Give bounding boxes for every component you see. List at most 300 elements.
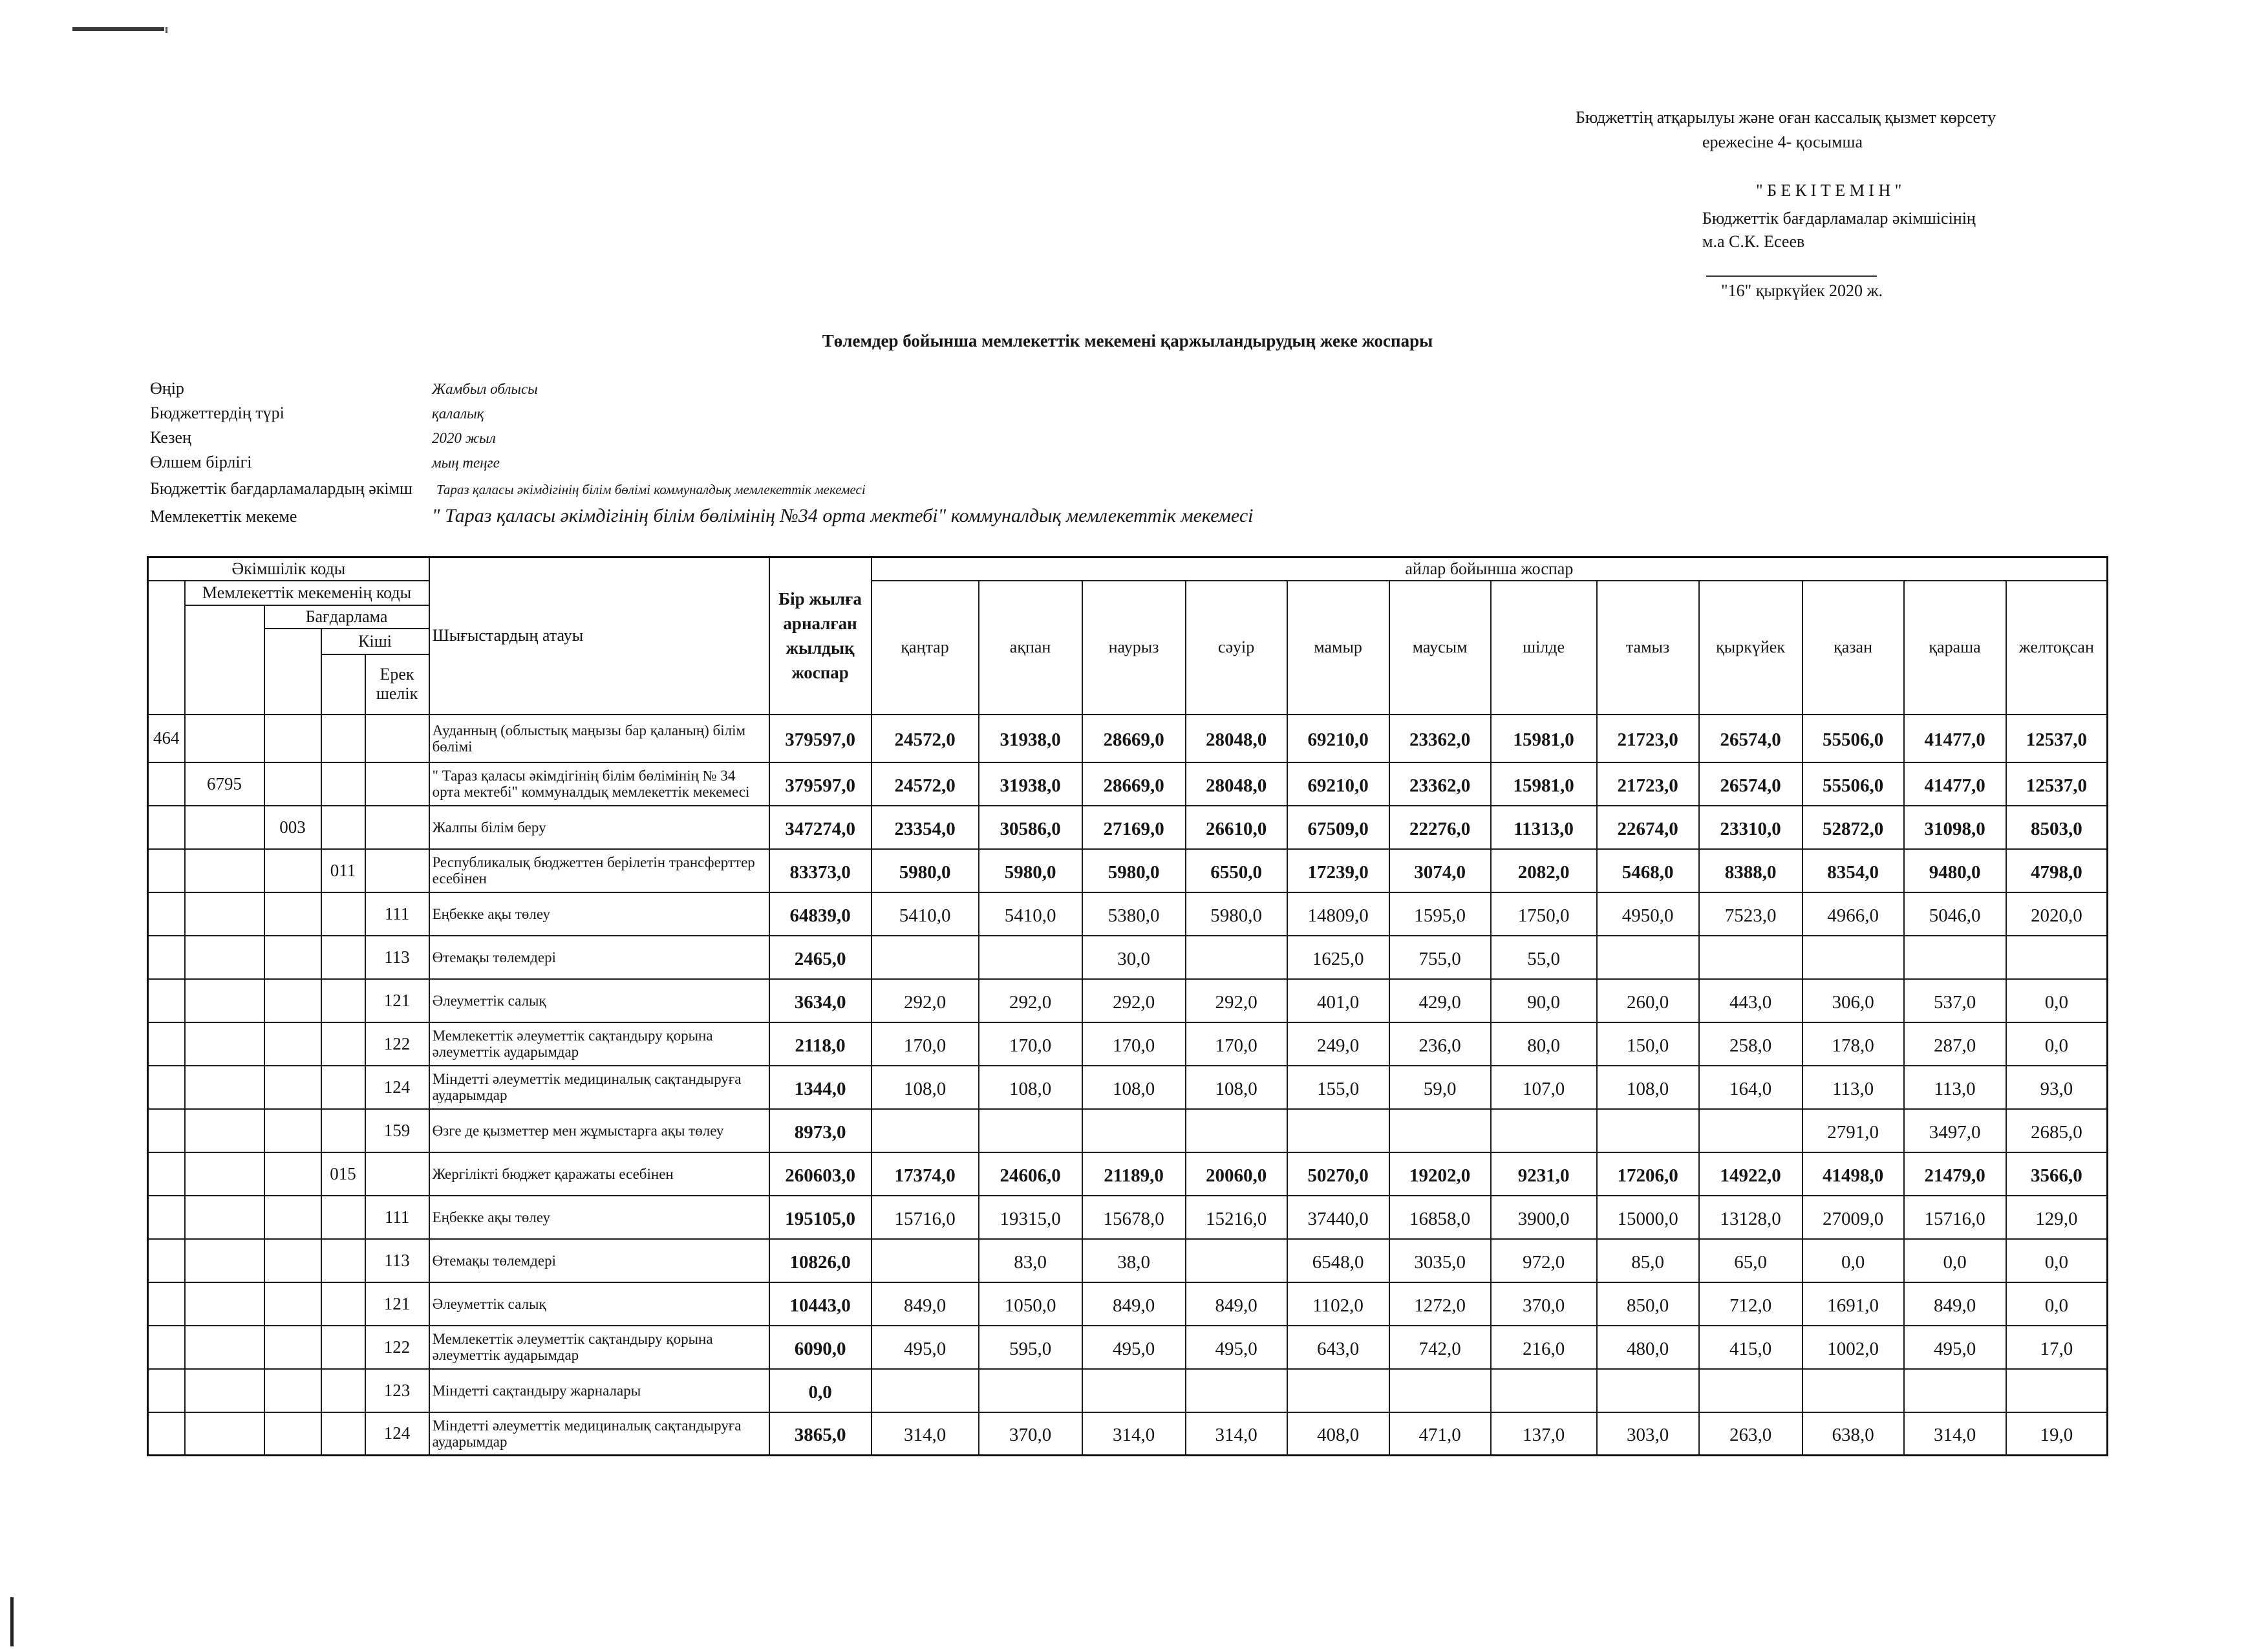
specific-code-cell: 121 [365, 979, 429, 1022]
specific-code-cell [365, 1152, 429, 1196]
month-value-cell: 28669,0 [1082, 715, 1186, 762]
info-row-program-administrator [150, 477, 866, 504]
institution-code-header: Мемлекеттік мекеменің коды [185, 581, 429, 605]
month-value-cell: 2082,0 [1491, 849, 1597, 892]
header-blank-cell [148, 581, 185, 715]
month-value-cell: 23310,0 [1699, 806, 1803, 849]
month-value-cell [1287, 1109, 1389, 1152]
month-value-cell: 41477,0 [1904, 762, 2006, 806]
month-value-cell: 292,0 [872, 979, 979, 1022]
expense-name-cell [429, 1109, 769, 1152]
month-value-cell: 314,0 [1904, 1412, 2006, 1456]
info-row-budget-type [150, 402, 484, 429]
table-row [148, 936, 2108, 979]
table-row [148, 1326, 2108, 1369]
specific-code-cell: 124 [365, 1412, 429, 1456]
month-value-cell: 22276,0 [1389, 806, 1491, 849]
month-header-september: қыркүйек [1699, 581, 1803, 715]
admin-code-cell [148, 1022, 185, 1066]
expense-name-cell [429, 1066, 769, 1109]
month-value-cell: 972,0 [1491, 1239, 1597, 1282]
appendix-note-line1: Бюджеттің атқарылуы және оған кассалық қызмет көрсету [1576, 108, 1996, 127]
month-value-cell: 12537,0 [2006, 762, 2108, 806]
expense-name-cell [429, 1326, 769, 1369]
table-row [148, 1369, 2108, 1412]
program-code-cell [264, 1412, 321, 1456]
month-value-cell: 21479,0 [1904, 1152, 2006, 1196]
month-value-cell: 16858,0 [1389, 1196, 1491, 1239]
month-header-february: ақпан [979, 581, 1082, 715]
expense-name-text: Мемлекеттік әлеуметтік сақтандыру қорына әлеуметтік аударымдар [432, 1331, 713, 1363]
admin-code-cell [148, 979, 185, 1022]
subprogram-code-cell: 011 [321, 849, 365, 892]
info-value: мың теңге [432, 455, 500, 471]
month-value-cell: 24572,0 [872, 762, 979, 806]
expense-name-cell [429, 762, 769, 806]
program-code-cell [264, 892, 321, 936]
info-value: " Тараз қаласы әкімдігінің білім бөлімінің №34 орта мектебі" коммуналдық мемлекеттік мекемесі [432, 505, 1254, 526]
month-value-cell [872, 936, 979, 979]
subprogram-code-cell [321, 1282, 365, 1326]
month-value-cell: 495,0 [1082, 1326, 1186, 1369]
month-value-cell: 3035,0 [1389, 1239, 1491, 1282]
month-header-october: қазан [1803, 581, 1904, 715]
table-body [148, 715, 2108, 1456]
month-value-cell: 0,0 [2006, 1022, 2108, 1066]
institution-code-cell [185, 1412, 264, 1456]
month-value-cell: 170,0 [979, 1022, 1082, 1066]
month-value-cell [1389, 1369, 1491, 1412]
month-value-cell: 107,0 [1491, 1066, 1597, 1109]
header-blank-cell [321, 654, 365, 715]
month-value-cell: 178,0 [1803, 1022, 1904, 1066]
month-value-cell: 93,0 [2006, 1066, 2108, 1109]
month-value-cell: 17,0 [2006, 1326, 2108, 1369]
annual-plan-header: Бір жылға арналған жылдық жоспар [769, 557, 872, 715]
month-value-cell [1491, 1109, 1597, 1152]
month-value-cell: 12537,0 [2006, 715, 2108, 762]
admin-code-cell [148, 849, 185, 892]
month-value-cell: 370,0 [1491, 1282, 1597, 1326]
month-value-cell: 20060,0 [1186, 1152, 1287, 1196]
month-header-april: сәуір [1186, 581, 1287, 715]
month-value-cell: 9480,0 [1904, 849, 2006, 892]
institution-code-cell [185, 936, 264, 979]
month-value-cell: 216,0 [1491, 1326, 1597, 1369]
month-value-cell: 471,0 [1389, 1412, 1491, 1456]
month-value-cell: 55506,0 [1803, 762, 1904, 806]
program-code-cell [264, 1282, 321, 1326]
expense-name-cell [429, 1239, 769, 1282]
expense-name-text: Өтемақы төлемдері [432, 1252, 557, 1269]
annual-plan-cell: 347274,0 [769, 806, 872, 849]
appendix-note-line2: ережесіне 4- қосымша [1702, 133, 1863, 151]
table-row [148, 1066, 2108, 1109]
expense-name-text: " Тараз қаласы әкімдігінің білім бөлімінің № 34 орта мектебі" коммуналдық мемлекеттік мекемесі [432, 768, 750, 800]
document-title: Төлемдер бойынша мемлекеттік мекемені қаржыландырудың жеке жоспары [822, 331, 1433, 350]
subprogram-code-cell [321, 1022, 365, 1066]
month-value-cell: 15981,0 [1491, 715, 1597, 762]
table-row [148, 806, 2108, 849]
institution-code-cell [185, 1239, 264, 1282]
month-value-cell: 170,0 [872, 1022, 979, 1066]
table-row [148, 892, 2108, 936]
month-value-cell: 28669,0 [1082, 762, 1186, 806]
program-code-cell [264, 1066, 321, 1109]
month-value-cell [1186, 1239, 1287, 1282]
month-value-cell: 69210,0 [1287, 715, 1389, 762]
institution-code-cell [185, 1196, 264, 1239]
expense-name-cell [429, 1369, 769, 1412]
month-value-cell [1904, 936, 2006, 979]
specific-code-cell: 111 [365, 892, 429, 936]
info-row-period [150, 426, 496, 453]
month-value-cell [1082, 1109, 1186, 1152]
month-value-cell: 495,0 [1186, 1326, 1287, 1369]
month-value-cell [872, 1369, 979, 1412]
annual-plan-cell: 2465,0 [769, 936, 872, 979]
specific-code-cell [365, 715, 429, 762]
month-value-cell: 443,0 [1699, 979, 1803, 1022]
month-value-cell: 14809,0 [1287, 892, 1389, 936]
institution-code-cell [185, 1282, 264, 1326]
month-value-cell: 1595,0 [1389, 892, 1491, 936]
month-value-cell [979, 1109, 1082, 1152]
month-value-cell: 537,0 [1904, 979, 2006, 1022]
month-value-cell: 41477,0 [1904, 715, 2006, 762]
expense-name-header: Шығыстардың атауы [429, 557, 769, 715]
institution-code-cell [185, 715, 264, 762]
month-value-cell: 4798,0 [2006, 849, 2108, 892]
month-value-cell: 108,0 [1082, 1066, 1186, 1109]
month-value-cell [872, 1239, 979, 1282]
month-value-cell: 30,0 [1082, 936, 1186, 979]
month-value-cell: 80,0 [1491, 1022, 1597, 1066]
institution-code-cell [185, 849, 264, 892]
month-value-cell: 31938,0 [979, 762, 1082, 806]
month-value-cell: 1050,0 [979, 1282, 1082, 1326]
month-value-cell: 31938,0 [979, 715, 1082, 762]
month-value-cell: 17374,0 [872, 1152, 979, 1196]
table-row [148, 762, 2108, 806]
month-value-cell: 31098,0 [1904, 806, 2006, 849]
table-row [148, 1282, 2108, 1326]
header-blank-cell [264, 629, 321, 715]
table-row [148, 849, 2108, 892]
month-value-cell: 3566,0 [2006, 1152, 2108, 1196]
annual-plan-cell: 3634,0 [769, 979, 872, 1022]
month-value-cell: 3497,0 [1904, 1109, 2006, 1152]
month-value-cell: 23362,0 [1389, 715, 1491, 762]
info-row-region [150, 377, 538, 404]
month-value-cell: 6548,0 [1287, 1239, 1389, 1282]
annual-plan-cell: 2118,0 [769, 1022, 872, 1066]
subprogram-code-cell [321, 979, 365, 1022]
month-value-cell: 83,0 [979, 1239, 1082, 1282]
month-header-december: желтоқсан [2006, 581, 2108, 715]
month-value-cell [1803, 1369, 1904, 1412]
month-value-cell: 26610,0 [1186, 806, 1287, 849]
month-value-cell: 85,0 [1597, 1239, 1699, 1282]
specific-code-cell: 121 [365, 1282, 429, 1326]
month-value-cell: 26574,0 [1699, 715, 1803, 762]
month-value-cell: 408,0 [1287, 1412, 1389, 1456]
month-value-cell: 50270,0 [1287, 1152, 1389, 1196]
month-value-cell [1803, 936, 1904, 979]
program-code-cell [264, 1326, 321, 1369]
month-value-cell: 5980,0 [872, 849, 979, 892]
month-value-cell: 150,0 [1597, 1022, 1699, 1066]
month-value-cell: 643,0 [1287, 1326, 1389, 1369]
month-value-cell: 755,0 [1389, 936, 1491, 979]
table-row [148, 1109, 2108, 1152]
signature-line [1706, 275, 1877, 277]
month-value-cell: 5468,0 [1597, 849, 1699, 892]
approver-title: Бюджеттік бағдарламалар әкімшісінің [1702, 209, 1976, 228]
month-value-cell: 849,0 [872, 1282, 979, 1326]
institution-code-cell [185, 1326, 264, 1369]
month-value-cell: 30586,0 [979, 806, 1082, 849]
program-code-cell [264, 936, 321, 979]
institution-code-cell [185, 806, 264, 849]
month-value-cell: 65,0 [1699, 1239, 1803, 1282]
month-value-cell: 292,0 [1186, 979, 1287, 1022]
month-value-cell: 370,0 [979, 1412, 1082, 1456]
approver-name: м.а С.К. Есеев [1702, 232, 1805, 251]
month-value-cell: 113,0 [1803, 1066, 1904, 1109]
month-value-cell: 1625,0 [1287, 936, 1389, 979]
info-label: Мемлекеттік мекеме [150, 507, 297, 526]
subprogram-code-cell [321, 1239, 365, 1282]
month-value-cell: 480,0 [1597, 1326, 1699, 1369]
annual-plan-cell: 64839,0 [769, 892, 872, 936]
specific-code-cell: 159 [365, 1109, 429, 1152]
month-value-cell: 5046,0 [1904, 892, 2006, 936]
month-value-cell: 108,0 [1597, 1066, 1699, 1109]
institution-code-cell [185, 1369, 264, 1412]
month-value-cell: 15000,0 [1597, 1196, 1699, 1239]
admin-code-cell [148, 1196, 185, 1239]
subprogram-code-cell [321, 1369, 365, 1412]
program-code-cell [264, 715, 321, 762]
expense-name-cell [429, 979, 769, 1022]
month-value-cell: 170,0 [1082, 1022, 1186, 1066]
specific-code-cell [365, 762, 429, 806]
month-value-cell [1082, 1369, 1186, 1412]
info-row-unit [150, 451, 500, 478]
month-value-cell: 24572,0 [872, 715, 979, 762]
specific-code-cell: 124 [365, 1066, 429, 1109]
month-value-cell: 260,0 [1597, 979, 1699, 1022]
program-code-cell [264, 979, 321, 1022]
table-row [148, 1152, 2108, 1196]
program-code-cell [264, 1022, 321, 1066]
month-value-cell [1597, 1109, 1699, 1152]
expense-name-text: Өтемақы төлемдері [432, 949, 557, 965]
month-value-cell: 59,0 [1389, 1066, 1491, 1109]
month-value-cell: 8354,0 [1803, 849, 1904, 892]
month-value-cell: 5980,0 [1082, 849, 1186, 892]
month-value-cell: 113,0 [1904, 1066, 2006, 1109]
table-row [148, 715, 2108, 762]
specific-code-cell [365, 806, 429, 849]
info-label: Бюджеттік бағдарламалардың әкімш [150, 479, 413, 498]
expense-name-cell [429, 1022, 769, 1066]
month-value-cell [1186, 936, 1287, 979]
month-value-cell: 17206,0 [1597, 1152, 1699, 1196]
month-value-cell: 9231,0 [1491, 1152, 1597, 1196]
month-value-cell [1597, 1369, 1699, 1412]
header-blank-cell [185, 605, 264, 715]
approve-stamp-text: " Б Е К І Т Е М І Н " [1756, 181, 1902, 200]
subprogram-code-cell [321, 936, 365, 979]
month-value-cell [872, 1109, 979, 1152]
admin-code-cell [148, 1239, 185, 1282]
month-value-cell: 249,0 [1287, 1022, 1389, 1066]
month-value-cell [1699, 936, 1803, 979]
subprogram-code-cell: 015 [321, 1152, 365, 1196]
month-header-august: тамыз [1597, 581, 1699, 715]
month-value-cell: 108,0 [872, 1066, 979, 1109]
admin-code-cell [148, 1326, 185, 1369]
subprogram-code-cell [321, 806, 365, 849]
annual-plan-cell: 379597,0 [769, 715, 872, 762]
month-value-cell: 164,0 [1699, 1066, 1803, 1109]
month-value-cell [1491, 1369, 1597, 1412]
admin-code-cell [148, 1152, 185, 1196]
month-value-cell: 28048,0 [1186, 762, 1287, 806]
expense-name-cell [429, 849, 769, 892]
program-code-cell [264, 1239, 321, 1282]
month-value-cell [1389, 1109, 1491, 1152]
month-value-cell: 21723,0 [1597, 715, 1699, 762]
subprogram-header: Кіші [321, 629, 429, 654]
monthly-plan-header: айлар бойынша жоспар [872, 557, 2108, 581]
month-value-cell: 2791,0 [1803, 1109, 1904, 1152]
month-value-cell: 306,0 [1803, 979, 1904, 1022]
scan-mark-top [72, 27, 164, 31]
info-label: Бюджеттердің түрі [150, 404, 284, 422]
month-value-cell: 2685,0 [2006, 1109, 2108, 1152]
month-value-cell: 26574,0 [1699, 762, 1803, 806]
month-value-cell: 55506,0 [1803, 715, 1904, 762]
month-value-cell: 415,0 [1699, 1326, 1803, 1369]
table-row [148, 1196, 2108, 1239]
info-value: 2020 жыл [432, 430, 496, 446]
expense-name-text: Ауданның (облыстық маңызы бар қаланың) білім бөлімі [432, 722, 746, 755]
expense-name-cell [429, 1282, 769, 1326]
annual-plan-cell: 379597,0 [769, 762, 872, 806]
annual-plan-cell: 0,0 [769, 1369, 872, 1412]
program-code-cell [264, 849, 321, 892]
month-value-cell: 129,0 [2006, 1196, 2108, 1239]
month-value-cell: 15678,0 [1082, 1196, 1186, 1239]
month-value-cell: 258,0 [1699, 1022, 1803, 1066]
month-value-cell: 4966,0 [1803, 892, 1904, 936]
month-value-cell: 4950,0 [1597, 892, 1699, 936]
header-row [148, 557, 2108, 581]
admin-code-cell [148, 1412, 185, 1456]
month-value-cell: 15716,0 [872, 1196, 979, 1239]
expense-name-text: Әлеуметтік салық [432, 1295, 546, 1312]
month-value-cell: 8388,0 [1699, 849, 1803, 892]
admin-code-cell: 464 [148, 715, 185, 762]
institution-code-cell [185, 1152, 264, 1196]
subprogram-code-cell [321, 892, 365, 936]
financing-plan-table [147, 556, 2108, 1456]
annual-plan-cell: 6090,0 [769, 1326, 872, 1369]
month-value-cell: 1272,0 [1389, 1282, 1491, 1326]
month-value-cell: 137,0 [1491, 1412, 1597, 1456]
subprogram-code-cell [321, 1066, 365, 1109]
month-value-cell: 1691,0 [1803, 1282, 1904, 1326]
scan-mark-tick [166, 27, 167, 33]
month-value-cell: 108,0 [1186, 1066, 1287, 1109]
table-row [148, 979, 2108, 1022]
month-value-cell [1287, 1369, 1389, 1412]
specific-code-cell: 122 [365, 1022, 429, 1066]
month-value-cell: 15981,0 [1491, 762, 1597, 806]
expense-name-text: Республикалық бюджеттен берілетін трансферттер есебінен [432, 854, 755, 887]
month-value-cell: 236,0 [1389, 1022, 1491, 1066]
month-value-cell: 314,0 [1186, 1412, 1287, 1456]
table-row [148, 1412, 2108, 1456]
month-value-cell: 27009,0 [1803, 1196, 1904, 1239]
month-value-cell: 27169,0 [1082, 806, 1186, 849]
info-value: Тараз қаласы әкімдігінің білім бөлімі коммуналдық мемлекеттік мекемесі [436, 482, 866, 497]
admin-code-cell [148, 1369, 185, 1412]
month-value-cell: 5380,0 [1082, 892, 1186, 936]
subprogram-code-cell [321, 715, 365, 762]
month-value-cell: 17239,0 [1287, 849, 1389, 892]
info-row-institution [150, 503, 1253, 533]
month-header-march: наурыз [1082, 581, 1186, 715]
program-code-cell [264, 1196, 321, 1239]
month-header-may: мамыр [1287, 581, 1389, 715]
month-header-january: қаңтар [872, 581, 979, 715]
institution-code-cell [185, 1109, 264, 1152]
specific-code-cell: 113 [365, 936, 429, 979]
month-value-cell: 292,0 [979, 979, 1082, 1022]
admin-code-header: Әкімшілік коды [148, 557, 429, 581]
month-value-cell: 314,0 [1082, 1412, 1186, 1456]
month-value-cell: 5410,0 [979, 892, 1082, 936]
annual-plan-cell: 8973,0 [769, 1109, 872, 1152]
month-value-cell: 22674,0 [1597, 806, 1699, 849]
month-value-cell: 303,0 [1597, 1412, 1699, 1456]
month-value-cell: 13128,0 [1699, 1196, 1803, 1239]
month-value-cell: 19,0 [2006, 1412, 2108, 1456]
month-value-cell [1186, 1109, 1287, 1152]
specific-header: Ерек шелік [365, 654, 429, 715]
month-value-cell: 314,0 [872, 1412, 979, 1456]
expense-name-cell [429, 1152, 769, 1196]
program-code-cell: 003 [264, 806, 321, 849]
admin-code-cell [148, 1066, 185, 1109]
month-value-cell [979, 936, 1082, 979]
month-value-cell: 6550,0 [1186, 849, 1287, 892]
month-value-cell: 38,0 [1082, 1239, 1186, 1282]
subprogram-code-cell [321, 762, 365, 806]
subprogram-code-cell [321, 1326, 365, 1369]
program-code-cell [264, 762, 321, 806]
month-value-cell: 0,0 [2006, 979, 2108, 1022]
institution-code-cell [185, 979, 264, 1022]
month-value-cell: 14922,0 [1699, 1152, 1803, 1196]
institution-code-cell [185, 1022, 264, 1066]
info-value: қалалық [432, 405, 484, 422]
month-value-cell: 0,0 [2006, 1282, 2108, 1326]
